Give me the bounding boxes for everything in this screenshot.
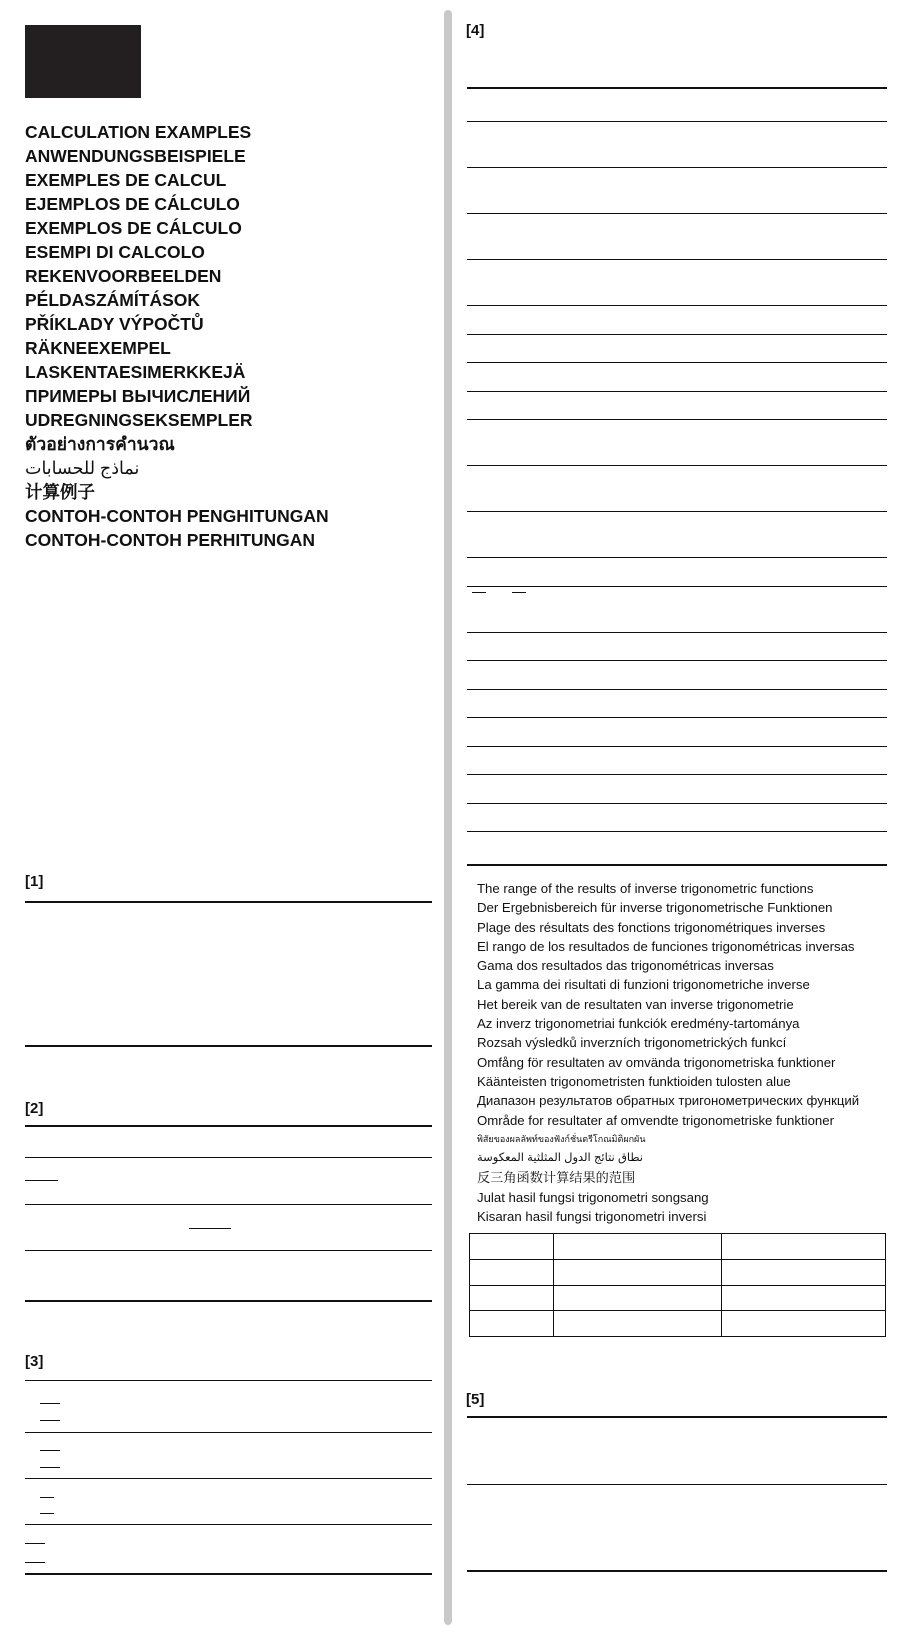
fraction-bar (40, 1513, 54, 1514)
section-3-rule (25, 1380, 432, 1381)
table-row (470, 1259, 886, 1285)
fraction-bar (189, 1228, 231, 1229)
section-5-label: [5] (466, 1391, 485, 1408)
title-finnish: LASKENTAESIMERKKEJÄ (25, 362, 246, 382)
table-cell (722, 1259, 886, 1285)
table-row (470, 1311, 886, 1337)
header-black-box (25, 25, 141, 98)
section-4-rule (467, 511, 887, 512)
fraction-bar (25, 1180, 58, 1181)
section-3-rule (25, 1432, 432, 1433)
section-2-rule (25, 1250, 432, 1251)
range-text-malay: Julat hasil fungsi trigonometri songsang (477, 1189, 709, 1205)
title-german: ANWENDUNGSBEISPIELE (25, 146, 246, 166)
section-4-rule (467, 586, 887, 587)
table-cell (470, 1234, 554, 1260)
table-cell (554, 1234, 722, 1260)
fraction-bar (25, 1562, 45, 1563)
range-text-finnish: Käänteisten trigonometristen funktioiden tulosten alue (477, 1073, 791, 1089)
range-text-portuguese: Gama dos resultados das trigonométricas inversas (477, 958, 774, 974)
range-text-chinese: 反三角函数计算结果的范围 (477, 1170, 636, 1186)
fraction-bar (512, 592, 526, 593)
range-text-italian: La gamma dei risultati di funzioni trigonometriche inverse (477, 977, 810, 993)
title-chinese: 计算例子 (25, 482, 95, 502)
title-french: EXEMPLES DE CALCUL (25, 170, 227, 190)
section-1-label: [1] (25, 873, 44, 890)
table-cell (470, 1259, 554, 1285)
fraction-bar (40, 1497, 54, 1498)
table-row (470, 1234, 886, 1260)
range-text-indonesian: Kisaran hasil fungsi trigonometri inversi (477, 1209, 707, 1225)
range-text-arabic: نطاق نتائج الدول المثلثية المعكوسة (477, 1152, 644, 1165)
table-cell (470, 1311, 554, 1337)
section-4-label: [4] (466, 22, 485, 39)
table-cell (722, 1234, 886, 1260)
title-english: CALCULATION EXAMPLES (25, 122, 252, 142)
section-5-rule (467, 1484, 887, 1485)
title-malay: CONTOH-CONTOH PENGHITUNGAN (25, 506, 329, 526)
section-4-rule (467, 167, 887, 168)
section-1-rule (25, 901, 432, 903)
fraction-bar (472, 592, 486, 593)
fraction-bar (40, 1467, 60, 1468)
section-2-rule (25, 1125, 432, 1127)
title-russian: ПРИМЕРЫ ВЫЧИСЛЕНИЙ (25, 386, 251, 406)
range-text-czech: Rozsah výsledků inverzních trigonometrických funkcí (477, 1035, 787, 1051)
section-4-rule (467, 305, 887, 306)
range-text-french: Plage des résultats des fonctions trigonométriques inverses (477, 919, 826, 935)
table-cell (554, 1259, 722, 1285)
table-cell (722, 1311, 886, 1337)
title-list (25, 120, 425, 552)
range-text-thai: พิสัยของผลลัพท์ของฟังก์ชั่นตรีโกณมิติผกผัน (477, 1133, 646, 1144)
title-hungarian: PÉLDASZÁMÍTÁSOK (25, 290, 200, 310)
section-4-rule (467, 419, 887, 420)
section-3-rule (25, 1573, 432, 1575)
section-4-rule (467, 632, 887, 633)
range-text-english: The range of the results of inverse trigonometric functions (477, 881, 814, 896)
title-spanish: EJEMPLOS DE CÁLCULO (25, 194, 240, 214)
title-italian: ESEMPI DI CALCOLO (25, 242, 205, 262)
title-indonesian: CONTOH-CONTOH PERHITUNGAN (25, 530, 316, 550)
section-3-rule (25, 1524, 432, 1525)
section-4-rule (467, 465, 887, 466)
section-1-rule (25, 1045, 432, 1047)
table-cell (470, 1285, 554, 1311)
section-4-rule (467, 864, 887, 866)
section-5-rule (467, 1416, 887, 1418)
section-4-rule (467, 689, 887, 690)
range-text-dutch: Het bereik van de resultaten van inverse trigonometrie (477, 996, 794, 1012)
range-table (469, 1233, 886, 1337)
section-4-rule (467, 259, 887, 260)
section-4-rule (467, 121, 887, 122)
fraction-bar (40, 1450, 60, 1451)
title-czech: PŘÍKLADY VÝPOČTŮ (25, 314, 204, 334)
section-3-label: [3] (25, 1353, 44, 1370)
section-2-label: [2] (25, 1100, 44, 1117)
range-text-german: Der Ergebnisbereich für inverse trigonometrische Funktionen (477, 900, 833, 916)
section-4-rule (467, 774, 887, 775)
table-cell (554, 1311, 722, 1337)
column-divider (444, 10, 452, 1625)
section-2-rule (25, 1300, 432, 1302)
section-4-rule (467, 391, 887, 392)
section-4-rule (467, 831, 887, 832)
fraction-bar (40, 1420, 60, 1421)
section-4-rule (467, 362, 887, 363)
section-4-rule (467, 557, 887, 558)
section-4-rule (467, 717, 887, 718)
title-danish: UDREGNINGSEKSEMPLER (25, 410, 253, 430)
section-2-rule (25, 1204, 432, 1205)
fraction-bar (40, 1403, 60, 1404)
range-text-spanish: El rango de los resultados de funciones trigonométricas inversas (477, 938, 855, 954)
table-row (470, 1285, 886, 1311)
range-text-danish: Område for resultater af omvendte trigonometriske funktioner (477, 1112, 834, 1128)
section-4-rule (467, 334, 887, 335)
title-portuguese: EXEMPLOS DE CÁLCULO (25, 218, 242, 238)
section-2-rule (25, 1157, 432, 1158)
title-swedish: RÄKNEEXEMPEL (25, 338, 171, 358)
range-text-swedish: Omfång för resultaten av omvända trigonometriska funktioner (477, 1054, 836, 1070)
section-3-rule (25, 1478, 432, 1479)
table-cell (722, 1285, 886, 1311)
section-4-rule (467, 87, 887, 89)
section-5-rule (467, 1570, 887, 1572)
fraction-bar (25, 1543, 45, 1544)
section-4-rule (467, 660, 887, 661)
title-arabic: نماذج للحسابات (25, 458, 140, 478)
section-4-rule (467, 803, 887, 804)
range-text-russian: Диапазон результатов обратных тригонометрических функций (477, 1093, 860, 1109)
title-thai: ตัวอย่างการคำนวณ (25, 434, 175, 454)
title-dutch: REKENVOORBEELDEN (25, 266, 222, 286)
table-cell (554, 1285, 722, 1311)
section-4-rule (467, 746, 887, 747)
section-4-rule (467, 213, 887, 214)
inverse-trig-range-list (477, 879, 897, 1226)
range-text-hungarian: Az inverz trigonometriai funkciók eredmény-tartománya (477, 1016, 800, 1032)
